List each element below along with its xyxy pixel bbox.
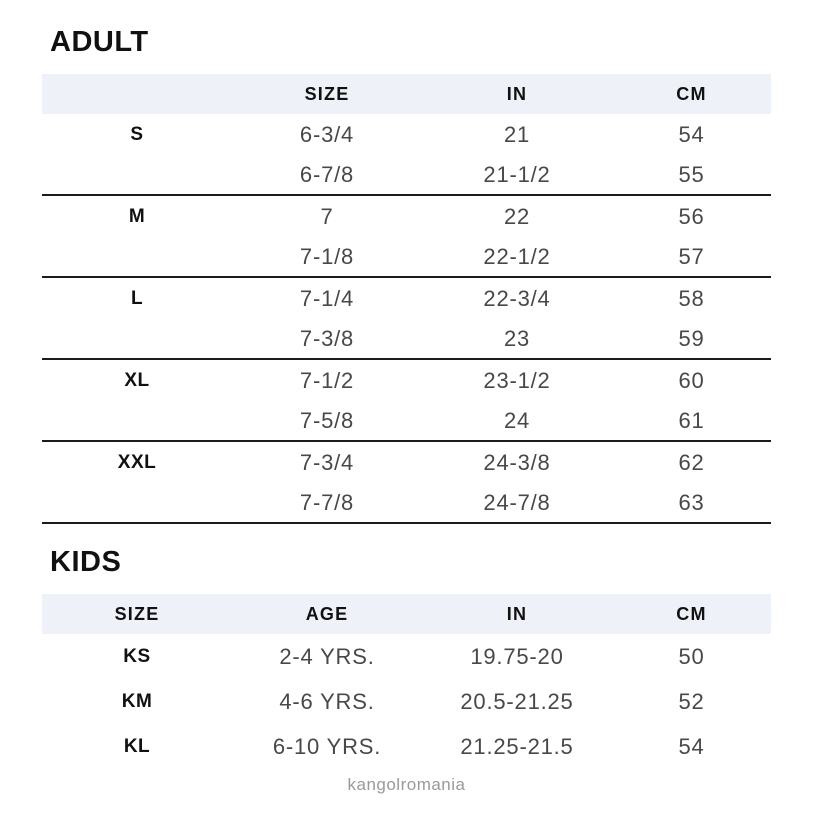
table-row <box>42 401 771 442</box>
cell-age: 4-6 YRS. <box>279 688 375 714</box>
cell-cm: 61 <box>678 407 705 433</box>
adult-table-header-row <box>42 74 771 114</box>
kids-size-table <box>42 594 771 769</box>
cell-size: 7-7/8 <box>299 489 355 515</box>
size-group-label: S <box>130 123 144 145</box>
cell-size: 7-3/4 <box>299 449 355 475</box>
table-row <box>42 114 771 155</box>
cell-in: 24-3/8 <box>483 449 551 475</box>
cell-cm: 55 <box>678 161 705 187</box>
cell-cm: 52 <box>678 688 705 714</box>
table-row <box>42 442 771 483</box>
cell-in: 20.5-21.25 <box>460 688 574 714</box>
table-row <box>42 237 771 278</box>
kids-header-size: SIZE <box>114 603 160 624</box>
cell-in: 21.25-21.5 <box>460 733 574 759</box>
table-row <box>42 483 771 524</box>
cell-size: 7-3/8 <box>299 325 355 351</box>
cell-in: 22-3/4 <box>483 285 551 311</box>
size-group-label: M <box>128 205 146 227</box>
cell-size: 7 <box>320 203 334 229</box>
cell-cm: 57 <box>678 243 705 269</box>
cell-in: 19.75-20 <box>470 643 564 669</box>
size-group-label: L <box>130 287 144 309</box>
cell-in: 21 <box>503 121 531 147</box>
adult-size-table <box>42 74 771 524</box>
table-row <box>42 634 771 679</box>
kids-header-cm: CM <box>676 603 707 624</box>
size-group-label: XXL <box>117 451 157 473</box>
size-group-label: XL <box>124 369 150 391</box>
cell-size: 7-1/2 <box>299 367 355 393</box>
cell-size: 6-7/8 <box>299 161 355 187</box>
cell-cm: 50 <box>678 643 705 669</box>
adult-section-title: ADULT <box>50 26 149 58</box>
kids-header-age: AGE <box>305 603 349 624</box>
cell-age: 2-4 YRS. <box>279 643 375 669</box>
adult-header-cm: CM <box>676 83 707 104</box>
table-row <box>42 360 771 401</box>
adult-header-size: SIZE <box>304 83 350 104</box>
cell-cm: 58 <box>678 285 705 311</box>
cell-in: 24-7/8 <box>483 489 551 515</box>
table-row <box>42 679 771 724</box>
cell-age: 6-10 YRS. <box>272 733 382 759</box>
cell-cm: 63 <box>678 489 705 515</box>
cell-size: 7-1/4 <box>299 285 355 311</box>
cell-in: 22 <box>503 203 531 229</box>
table-row <box>42 724 771 769</box>
cell-cm: 60 <box>678 367 705 393</box>
cell-in: 23-1/2 <box>483 367 551 393</box>
table-row <box>42 319 771 360</box>
cell-in: 23 <box>503 325 531 351</box>
cell-cm: 54 <box>678 733 705 759</box>
cell-in: 22-1/2 <box>483 243 551 269</box>
cell-cm: 62 <box>678 449 705 475</box>
kids-size-label: KL <box>123 735 151 757</box>
cell-cm: 54 <box>678 121 705 147</box>
cell-size: 7-1/8 <box>299 243 355 269</box>
kids-section-title: KIDS <box>50 546 122 578</box>
cell-cm: 56 <box>678 203 705 229</box>
kids-header-in: IN <box>506 603 528 624</box>
cell-cm: 59 <box>678 325 705 351</box>
adult-header-in: IN <box>506 83 528 104</box>
kids-size-label: KS <box>123 645 151 667</box>
table-row <box>42 196 771 237</box>
cell-in: 24 <box>503 407 531 433</box>
kids-table-header-row <box>42 594 771 634</box>
kids-size-label: KM <box>121 690 153 712</box>
cell-in: 21-1/2 <box>483 161 551 187</box>
brand-watermark: kangolromania <box>347 775 466 794</box>
table-row <box>42 155 771 196</box>
cell-size: 7-5/8 <box>299 407 355 433</box>
table-row <box>42 278 771 319</box>
cell-size: 6-3/4 <box>299 121 355 147</box>
